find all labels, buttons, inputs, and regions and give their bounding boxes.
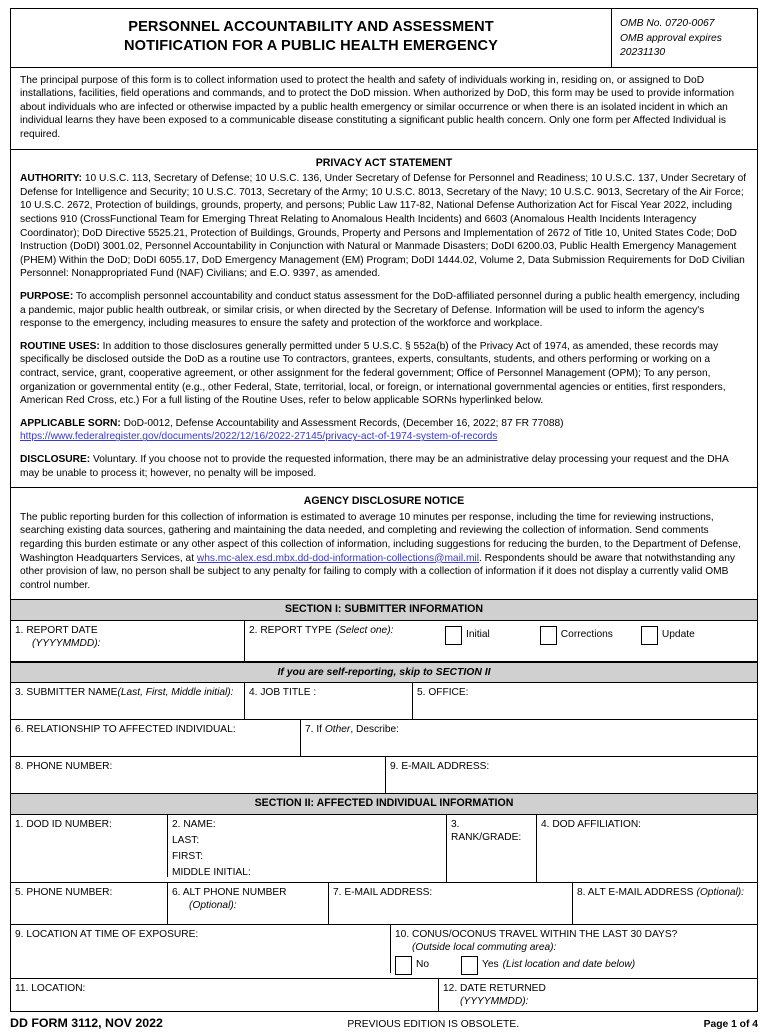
checkbox-corrections[interactable] (540, 626, 613, 645)
page-number: Page 1 of 4 (703, 1019, 758, 1031)
purpose-text: To accomplish personnel accountability and conduct status assessment for the DoD-affiliated personnel during a public health emergency, including a pandemic, major public health outbreak, or similar crisis, or when directed by the Secretary of Defense. Information will be used to inform the agency's response to the emergency, including measures to ensure the safety and protection of the workforce and workplace. (20, 290, 740, 330)
dod-id-label: 1. DOD ID NUMBER: (15, 818, 112, 830)
travel-location-label: 11. LOCATION: (15, 983, 86, 995)
submitter-name-label: 3. SUBMITTER NAME (15, 687, 118, 699)
checkbox-update[interactable] (641, 626, 695, 645)
section2-row-3 (11, 925, 757, 979)
purpose-label: PURPOSE: (20, 290, 74, 302)
affected-phone-label: 5. PHONE NUMBER: (15, 887, 113, 899)
section2-row-1 (11, 815, 757, 883)
report-date-format: (YYYYMMDD): (32, 638, 101, 650)
field-submitter-email[interactable] (386, 757, 757, 793)
submitter-email-label: 9. E-MAIL ADDRESS: (390, 761, 490, 773)
submitter-phone-label: 8. PHONE NUMBER: (15, 761, 113, 773)
exposure-location-label: 9. LOCATION AT TIME OF EXPOSURE: (15, 929, 199, 941)
checkbox-corrections-label: Corrections (560, 629, 613, 641)
field-alt-email[interactable] (573, 883, 757, 924)
section2-row-2 (11, 883, 757, 925)
checkbox-corrections-box[interactable] (540, 626, 557, 645)
agency-disclosure-body (11, 511, 757, 593)
field-affected-phone[interactable] (11, 883, 168, 924)
other-describe-label-b: , Describe: (350, 724, 400, 736)
form-title (11, 9, 611, 67)
agency-text-before: The public reporting burden for this collection of information is estimated to average 10 minutes per response, including the time for reviewing instructions, searching existing data sources, gathering and maintaining the data needed, and completing and reviewing the collection of information. Send comments regarding this burden estimate or any other aspect of this collection of information, including suggestions for reducing the burden, to the Department of Defense, Washington Headquarters Services, at (20, 511, 741, 564)
section1-row-2 (11, 683, 757, 720)
field-date-returned[interactable] (439, 979, 757, 1011)
checkbox-travel-yes-label: Yes (482, 959, 499, 971)
applicable-sorn-paragraph (20, 417, 748, 444)
travel-question-sub: (Outside local commuting area): (412, 942, 557, 954)
checkbox-initial-box[interactable] (445, 626, 462, 645)
applicable-sorn-text: DoD-0012, Defense Accountability and Assessment Records, (December 16, 2022; 87 FR 77088) (120, 417, 564, 429)
form-title-line2: NOTIFICATION FOR A PUBLIC HEALTH EMERGENCY (124, 38, 498, 55)
relationship-label: 6. RELATIONSHIP TO AFFECTED INDIVIDUAL: (15, 724, 236, 736)
disclosure-label: DISCLOSURE: (20, 454, 91, 466)
report-type-hint: (Select one): (335, 625, 394, 637)
alt-phone-label: 6. ALT PHONE NUMBER (172, 887, 287, 899)
omb-expires-label: OMB approval expires (620, 32, 722, 44)
checkbox-travel-yes[interactable] (461, 956, 635, 975)
field-exposure-location[interactable] (11, 925, 391, 973)
agency-disclosure-paragraph (20, 511, 748, 593)
section2-row-4 (11, 979, 757, 1011)
field-affected-email[interactable] (329, 883, 573, 924)
applicable-sorn-label: APPLICABLE SORN: (20, 417, 121, 429)
field-report-date[interactable] (11, 621, 245, 661)
field-job-title[interactable] (245, 683, 413, 719)
omb-expires-date: 20231130 (620, 47, 666, 59)
travel-question-label: 10. CONUS/OCONUS TRAVEL WITHIN THE LAST 30 DAYS? (395, 929, 678, 941)
name-middle-initial-label: MIDDLE INITIAL: (172, 867, 251, 879)
purpose-paragraph (20, 290, 748, 331)
routine-uses-label: ROUTINE USES: (20, 340, 100, 352)
date-returned-label: 12. DATE RETURNED (443, 983, 546, 995)
date-returned-format: (YYYYMMDD): (460, 996, 529, 1008)
section1-row-4 (11, 757, 757, 793)
checkbox-initial[interactable] (445, 626, 490, 645)
self-reporting-note: If you are self-reporting, skip to SECTION II (11, 662, 757, 683)
checkbox-travel-no-label: No (416, 959, 430, 971)
form-header (11, 9, 757, 68)
purpose-intro-paragraph: The principal purpose of this form is to collect information used to protect the health and safety of individuals working in, residing on, or assigned to DoD installations, facilities, field operations and commands, and to protect the DoD mission. When authorized by DoD, this form may be used to provide information about individuals who are infected or otherwise impacted by a public health emergency or similar occurrence or when there is an isolated incident in which an individual learns they have been exposed to a communicable disease constituting a significant public health concern. Only one form per Affected Individual is required. (11, 68, 757, 150)
field-alt-phone[interactable] (168, 883, 329, 924)
federal-register-link[interactable]: https://www.federalregister.gov/documents/2022/12/16/2022-27145/privacy-act-of-1974-system-of-records (20, 431, 498, 443)
disclosure-text: Voluntary. If you choose not to provide the requested information, there may be an administrative delay processing your request and the DHA may be unable to process it; however, no penalty will be imposed. (20, 454, 729, 479)
field-submitter-phone[interactable] (11, 757, 386, 793)
job-title-label: 4. JOB TITLE : (249, 687, 317, 699)
form-footer (10, 1012, 758, 1032)
privacy-act-body (11, 172, 757, 480)
other-describe-label-ital: Other (324, 724, 351, 736)
authority-text: 10 U.S.C. 113, Secretary of Defense; 10 U.S.C. 136, Under Secretary of Defense for Personnel and Readiness; 10 U.S.C. 137, Under Secretary of Defense for Intelligence and Security; 10 U.S.C. 7013, Secretary of the Army; 10 U.S.C. 8013, Secretary of the Navy; 10 U.S.C. 9013, Secretary of the Air Force; 10 U.S.C. 2672, Protection of buildings, grounds, property, and persons; Public Law 117-82, National Defense Authorization Act for Fiscal Year 2022, including sections 910 (CrossFunctional Team for Emerging Threat Relating to Anomalous Health Incidents) and 6603 (Anomalous Health Incidents Interagency Coordinator); DoD Directive 5525.21, Protection of Buildings, Grounds, Property and Persons and Implementation of 2672 of Title 10, United States Code; DoD Instruction (DoDI) 3001.02, Personnel Accountability in Conjunction with Natural or Manmade Disasters; DoDI 6200.03, Public Health Emergency Management (PHEM) Within the DoD; DoDI 6055.17, DoD Emergency Management (EM) Program; DoDI 1444.02, Volume 2, Data Submission Requirements for DoD Civilian Personnel: Nonappropriated Fund (NAF) Civilians; and E.O. 9397, as amended. (20, 173, 747, 280)
agency-text-after: . Respondents should be aware that notwithstanding any other provision of law, no person shall be subject to any penalty for failing to comply with a collection of information if it does not display a currently valid OMB control number. (20, 552, 735, 591)
authority-paragraph (20, 172, 748, 281)
report-date-label: 1. REPORT DATE (15, 625, 98, 637)
alt-email-label: 8. ALT E-MAIL ADDRESS (577, 887, 694, 899)
field-travel-question (391, 925, 757, 978)
routine-uses-text: In addition to those disclosures generally permitted under 5 U.S.C. § 552a(b) of the Privacy Act of 1974, as amended, these records may specifically be disclosed outside the DoD as a routine use To contractors, grantees, experts, consultants, students, and others performing or working on a contract, service, grant, cooperative agreement, or other assignment for the federal government; Office of Personnel Management (OPM); To any person, organization or governmental entity (e.g., other Federal, State, territorial, local, or foreign, or international governmental agencies or entities, first responders, American Red Cross, etc.) For a full listing of the Routine Uses, refer to below applicable SORNs hyperlinked below. (20, 340, 726, 407)
name-last-label: LAST: (172, 834, 200, 846)
routine-uses-paragraph (20, 340, 748, 408)
name-first-label: FIRST: (172, 850, 204, 862)
field-report-type (245, 621, 757, 661)
checkbox-travel-yes-hint: (List location and date below) (502, 959, 636, 971)
field-dod-affiliation[interactable] (537, 815, 757, 882)
agency-disclosure-heading: AGENCY DISCLOSURE NOTICE (303, 495, 465, 508)
checkbox-update-label: Update (661, 629, 695, 641)
name-label: 2. NAME: (172, 818, 216, 830)
dod-affiliation-label: 4. DOD AFFILIATION: (541, 818, 642, 830)
affected-email-label: 7. E-MAIL ADDRESS: (333, 887, 433, 899)
checkbox-update-box[interactable] (641, 626, 658, 645)
report-type-label: 2. REPORT TYPE (249, 625, 332, 637)
alt-email-optional: (Optional): (696, 887, 745, 899)
form-frame (10, 8, 758, 1012)
field-rank-grade[interactable] (447, 815, 537, 882)
office-label: 5. OFFICE: (417, 687, 469, 699)
submitter-name-hint: (Last, First, Middle initial): (117, 687, 234, 699)
field-relationship[interactable] (11, 720, 301, 756)
previous-edition-note: PREVIOUS EDITION IS OBSOLETE. (347, 1019, 520, 1031)
checkbox-initial-label: Initial (466, 629, 490, 641)
field-name-block[interactable] (168, 815, 447, 882)
field-other-describe[interactable] (301, 720, 757, 756)
omb-number: OMB No. 0720-0067 (620, 18, 715, 29)
section-1-bar: SECTION I: SUBMITTER INFORMATION (11, 599, 757, 621)
field-travel-location[interactable] (11, 979, 439, 1011)
disclosure-paragraph (20, 453, 748, 480)
alt-phone-optional: (Optional): (189, 900, 237, 912)
privacy-act-heading: PRIVACY ACT STATEMENT (315, 156, 453, 169)
rank-grade-label: 3. RANK/GRADE: (451, 818, 522, 843)
section-2-bar: SECTION II: AFFECTED INDIVIDUAL INFORMATION (11, 793, 757, 815)
form-title-line1: PERSONNEL ACCOUNTABILITY AND ASSESSMENT (128, 19, 494, 35)
authority-label: AUTHORITY: (20, 173, 83, 185)
section1-row-3 (11, 720, 757, 757)
field-office[interactable] (413, 683, 757, 719)
section1-row-1 (11, 621, 757, 662)
field-dod-id[interactable] (11, 815, 168, 877)
whs-email-link[interactable]: whs.mc-alex.esd.mbx.dd-dod-information-collections@mail.mil (196, 552, 479, 564)
other-describe-label-a: 7. If (305, 724, 325, 736)
form-number: DD FORM 3112, NOV 2022 (10, 1016, 163, 1031)
omb-info-box (611, 9, 757, 67)
checkbox-travel-no[interactable] (395, 956, 429, 975)
field-submitter-name[interactable] (11, 683, 245, 719)
checkbox-travel-yes-box[interactable] (461, 956, 478, 975)
checkbox-travel-no-box[interactable] (395, 956, 412, 975)
